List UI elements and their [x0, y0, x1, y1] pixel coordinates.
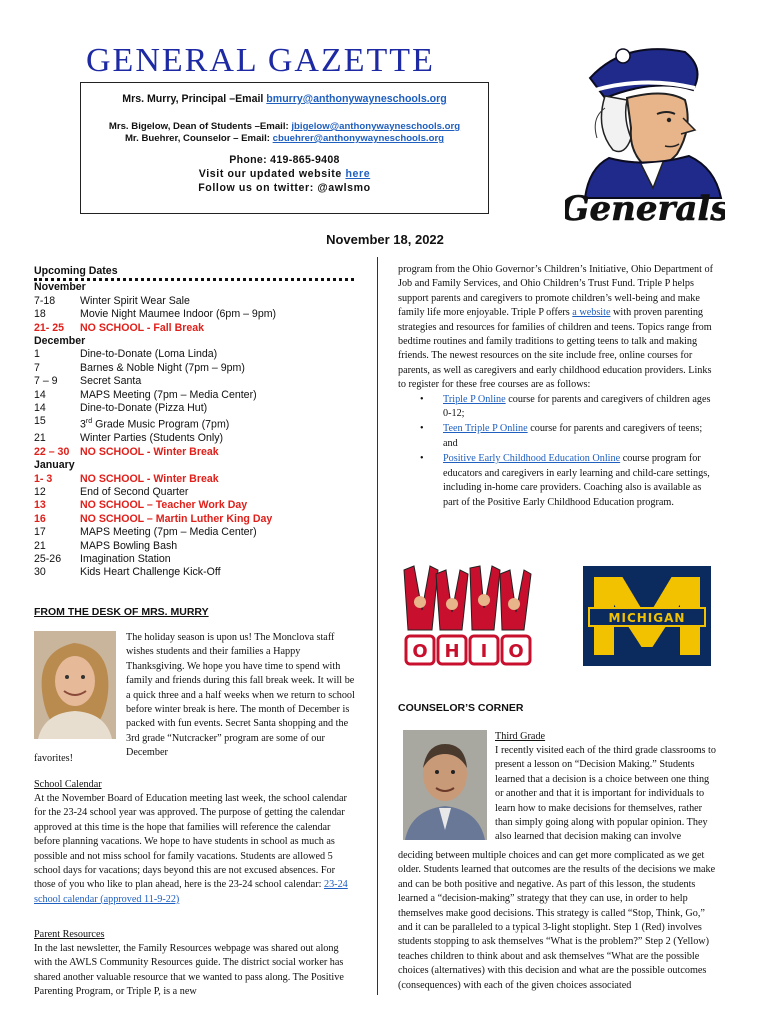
event-row: [34, 389, 364, 402]
event-date: 1- 3: [34, 472, 53, 485]
contact-box: [80, 82, 489, 214]
event-name: 3rd Grade Music Program (7pm): [80, 418, 230, 431]
triple-p-online-link[interactable]: Triple P Online: [443, 393, 506, 405]
michigan-text: MICHIGAN: [608, 611, 686, 625]
column-divider: [377, 257, 378, 995]
general-mascot-image: [565, 38, 725, 228]
dean-line: Mrs. Bigelow, Dean of Students –Email: jbigelow@anthonywayneschools.org: [108, 121, 461, 132]
event-row: [34, 486, 364, 499]
ohio-letter: O: [412, 641, 428, 662]
event-date: 1: [34, 348, 40, 361]
michigan-logo: [583, 566, 711, 666]
event-date: 7-18: [34, 294, 56, 307]
upcoming-dates: [34, 265, 364, 580]
no-school-row: [34, 499, 364, 512]
event-name: NO SCHOOL - Winter Break: [80, 472, 219, 485]
event-row: [34, 362, 364, 375]
event-row: [34, 402, 364, 415]
month-heading: January: [34, 459, 75, 472]
event-date: 17: [34, 526, 46, 539]
month-heading: December: [34, 335, 86, 348]
principal-email-link[interactable]: bmurry@anthonywayneschools.org: [266, 93, 447, 105]
principal-photo: [34, 631, 116, 739]
website-link[interactable]: here: [345, 168, 371, 180]
twitter-line: Follow us on twitter: @awlsmo: [198, 182, 371, 194]
event-row: [34, 566, 364, 579]
website-line: Visit our updated website here: [198, 168, 371, 180]
event-date: 12: [34, 486, 46, 499]
event-date: 22 – 30: [34, 445, 70, 458]
event-name: Movie Night Maumee Indoor (6pm – 9pm): [80, 308, 277, 321]
event-date: 16: [34, 512, 46, 525]
school-calendar-text: At the November Board of Education meeting last week, the school calendar for the 23-24 school year was approved. The purpose of getting the calendar approved at this time is the hope that families will reference the calendar before planning vacations. We hope to have students in school as much as possible and not miss school for family vacations. Students are allowed 5 school days for vacations; days beyond this are not excused absences. For those of you who like to plan ahead, here is the 23-24 school calendar: 23-24 school calendar (approved 11-9-22): [34, 793, 348, 905]
principal-line: Mrs. Murry, Principal –Email bmurry@anthonywayneschools.org: [122, 93, 447, 105]
event-name: Dine-to-Donate (Pizza Hut): [80, 402, 208, 415]
event-date: 18: [34, 308, 46, 321]
upcoming-dates-heading: Upcoming Dates: [34, 265, 354, 281]
desk-intro: The holiday season is upon us! The Monclova staff wishes students and their families a Happy Thanksgiving. We hope you have time to spend with family and friends during this fall break week. It will be a quick three and a half weeks when we return to school before winter break is here. The month of December is packed with fun events. Secret Santa shopping and the 3rd grade “Nutcracker” program are some of our December: [126, 632, 355, 759]
no-school-row: [34, 513, 364, 526]
event-date: 21: [34, 539, 46, 552]
dean-email-link[interactable]: jbigelow@anthonywayneschools.org: [291, 121, 461, 132]
ohio-cheer-image: [400, 560, 535, 670]
event-name: NO SCHOOL – Teacher Work Day: [80, 499, 248, 512]
month-heading: November: [34, 281, 86, 294]
counselor-photo: [403, 730, 487, 840]
event-row: [34, 295, 364, 308]
event-name: Winter Spirit Wear Sale: [80, 294, 190, 307]
generals-logo: [565, 38, 725, 228]
desk-heading: FROM THE DESK OF MRS. MURRY: [34, 606, 209, 618]
counselor-text-1: I recently visited each of the third grade classrooms to present a lesson on “Decision Making.” Students learned that a decision is a choice between one thing or another and that it is important for individuals to learn how to make decisions for themselves, rather than simply going along with popular opinion. They also learned that decision making can involve: [495, 745, 716, 843]
no-school-row: [34, 322, 364, 335]
event-row: [34, 540, 364, 553]
third-grade-heading: Third Grade: [495, 731, 546, 742]
counselor-heading: COUNSELOR’S CORNER: [398, 702, 524, 714]
school-calendar-link[interactable]: 23-24 school calendar (approved 11-9-22): [34, 879, 348, 905]
no-school-row: [34, 446, 364, 459]
event-date: 25-26: [34, 553, 62, 566]
event-row: [34, 348, 364, 361]
newsletter-title: GENERAL GAZETTE: [86, 42, 435, 79]
event-row: [34, 308, 364, 321]
desk-intro-end: favorites!: [34, 753, 74, 764]
schedule-body: [34, 281, 364, 579]
event-date: 7: [34, 361, 40, 374]
event-name: MAPS Meeting (7pm – Media Center): [80, 388, 257, 401]
event-date: 14: [34, 402, 46, 415]
event-name: Dine-to-Donate (Loma Linda): [80, 348, 218, 361]
parent-resources-text: In the last newsletter, the Family Resources webpage was shared out along with the AWLS Community Resources guide. The district social worker has shared another valuable resource that we wanted to pass along. The Positive Parenting Program, or Triple P, is a new: [34, 943, 344, 998]
counselor-text-2: deciding between multiple choices and can get more complicated as we get older. Students learned that outcomes are the results of the decisions we make and can be both positive and negative. As part of this lesson, the students learned a “decision-making” strategy that they can use, in order to help themselves make good decisions. This strategy is called “Stop, Think, Go,” and it can be paralleled to a typical 3-light stoplight. Step 1 (Red) involves students stopping to ask themselves “What is the problem?” Step 2 (Yellow) teaches children to think about and ask themselves “What are the possible choices (alternatives) with this decision and what are the possible outcomes (consequences) with each of the given choices associated: [398, 850, 716, 991]
event-name: NO SCHOOL - Winter Break: [80, 445, 219, 458]
event-name: End of Second Quarter: [80, 486, 189, 499]
event-row: [34, 553, 364, 566]
positive-early-childhood-link[interactable]: Positive Early Childhood Education Online: [443, 453, 621, 465]
event-name: Secret Santa: [80, 375, 142, 388]
event-name: NO SCHOOL - Fall Break: [80, 321, 205, 334]
parent-resources-heading: Parent Resources: [34, 929, 105, 940]
event-row: [34, 432, 364, 445]
event-date: 13: [34, 499, 46, 512]
course-list: [398, 393, 716, 510]
triple-p-website-link[interactable]: a website: [572, 307, 611, 319]
event-date: 21- 25: [34, 321, 65, 334]
triple-p-paragraph: program from the Ohio Governor’s Children’s Initiative, Ohio Department of Job and Family Services, and Ohio Children’s Trust Fund. Triple P helps support parents and caregivers to promote children’s well-being and make family life more enjoyable. Triple P offers a website with proven parenting strategies and resources for families of children and teens. Topics range from bedtime routines and family traditions to getting teens to talk and making friends. The newest resources on the site include free, online courses for parents, as well as caregivers and early childhood education providers. Links to register for these free courses are as follows: • Triple P Online course for parents and caregivers of children ages 0-12; • Teen Triple P Online course for parents and caregivers of teens; and • Positive Early Childhood Education Online course program for educators and caregivers in early learning and child-care settings, including in-home care providers. Coaching also is available as part of the Positive Early Childhood Education program.: [398, 263, 716, 511]
ohio-letter: H: [444, 641, 460, 662]
event-name: MAPS Meeting (7pm – Media Center): [80, 526, 257, 539]
teen-triple-p-link[interactable]: Teen Triple P Online: [443, 423, 528, 435]
event-date: 30: [34, 566, 46, 579]
event-row: [34, 415, 364, 432]
event-name: MAPS Bowling Bash: [80, 539, 178, 552]
counselor-line: Mr. Buehrer, Counselor – Email: cbuehrer@anthonywayneschools.org: [124, 133, 445, 144]
event-name: NO SCHOOL – Martin Luther King Day: [80, 512, 273, 525]
phone-line: Phone: 419-865-9408: [229, 154, 340, 166]
logo-text: Generals: [565, 189, 725, 228]
event-name: Winter Parties (Students Only): [80, 432, 224, 445]
ohio-letter: I: [480, 641, 488, 662]
counselor-email-link[interactable]: cbuehrer@anthonywayneschools.org: [272, 133, 445, 144]
no-school-row: [34, 473, 364, 486]
list-item: • Teen Triple P Online course for parents and caregivers of teens; and: [398, 422, 716, 451]
event-name: Barnes & Noble Night (7pm – 9pm): [80, 361, 245, 374]
issue-date: November 18, 2022: [326, 232, 444, 247]
event-row: [34, 375, 364, 388]
list-item: • Triple P Online course for parents and caregivers of children ages 0-12;: [398, 393, 716, 422]
event-date: 21: [34, 432, 46, 445]
list-item: • Positive Early Childhood Education Online course program for educators and caregivers in early learning and child-care settings, including in-home care providers. Coaching also is available as part of the Positive Early Childhood Education program.: [398, 452, 716, 510]
event-date: 15: [34, 415, 46, 428]
event-date: 14: [34, 388, 46, 401]
event-name: Imagination Station: [80, 553, 171, 566]
event-name: Kids Heart Challenge Kick-Off: [80, 566, 221, 579]
event-row: [34, 526, 364, 539]
event-date: 7 – 9: [34, 375, 58, 388]
school-calendar-heading: School Calendar: [34, 779, 102, 790]
ohio-letter: O: [508, 641, 524, 662]
